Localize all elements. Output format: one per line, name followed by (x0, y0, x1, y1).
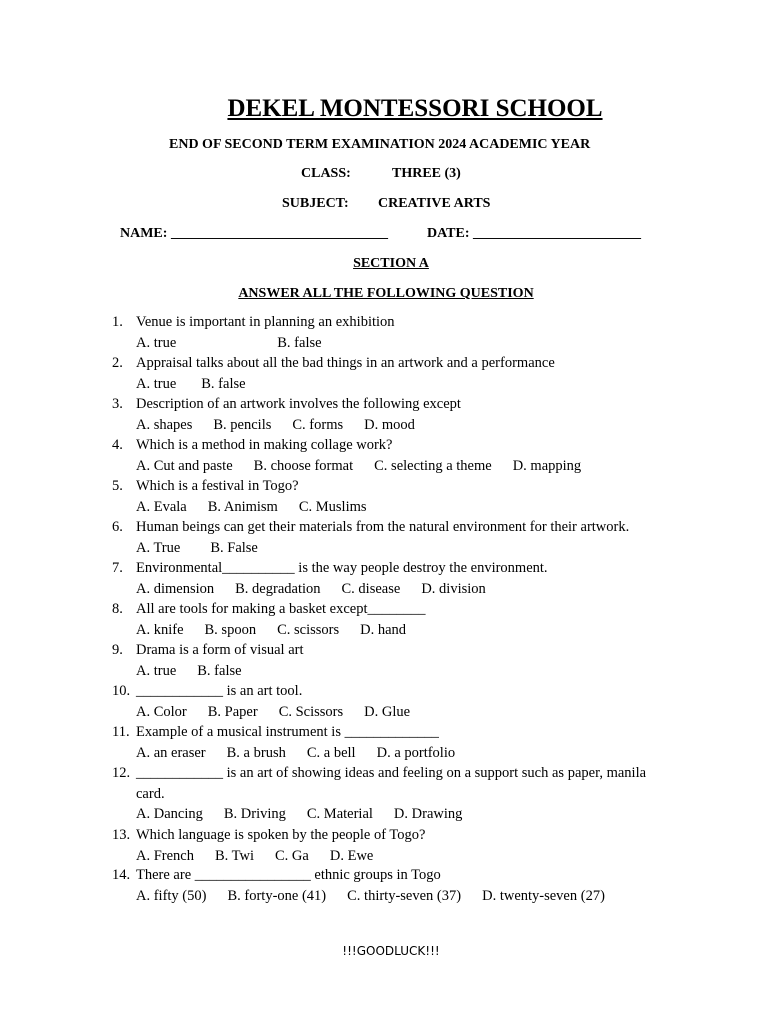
answer-option: A. Dancing (136, 806, 203, 822)
question-text: Example of a musical instrument is _____________ (136, 724, 439, 740)
answer-options (136, 702, 410, 723)
answer-option: A. shapes (136, 416, 193, 433)
question-text: Which is a method in making collage work? (136, 437, 393, 453)
answer-option: D. a portfolio (376, 744, 456, 761)
name-label: NAME: (120, 226, 171, 241)
question-text: Which language is spoken by the people of Togo? (136, 827, 426, 843)
answer-options (136, 538, 258, 559)
answer-option: C. disease (341, 580, 401, 597)
answer-option: B. degradation (235, 580, 321, 597)
question-text: ____________ is an art of showing ideas and feeling on a support such as paper, manila (136, 765, 647, 781)
answer-option: D. mood (364, 416, 415, 433)
answer-options (136, 374, 246, 395)
answer-option: B. false (277, 334, 322, 351)
question-text: Drama is a form of visual art (136, 642, 304, 658)
school-name: DEKEL MONTESSORI SCHOOL (227, 95, 603, 122)
answer-option: A. dimension (136, 580, 215, 597)
question-number: 2. (112, 355, 123, 371)
answer-options (136, 804, 462, 825)
answer-option: C. thirty-seven (37) (347, 887, 462, 904)
answer-option: D. hand (360, 621, 407, 638)
question-text: Appraisal talks about all the bad things in an artwork and a performance (136, 355, 555, 371)
answer-option: C. a bell (306, 744, 356, 761)
answer-options (136, 661, 242, 682)
date-line (427, 226, 641, 242)
answer-options (136, 886, 605, 907)
answer-options (136, 497, 367, 518)
answer-option: C. Muslims (298, 498, 367, 515)
question-number: 14. (112, 867, 131, 883)
answer-option: A. true (136, 375, 177, 392)
question-number: 1. (112, 314, 123, 330)
question-number: 9. (112, 642, 123, 658)
answer-option: A. true (136, 334, 177, 351)
answer-option: B. pencils (213, 416, 272, 433)
class-value: THREE (3) (392, 166, 461, 181)
section-heading: SECTION A (353, 256, 429, 271)
question-text: Human beings can get their materials from the natural environment for their artwork. (136, 519, 630, 535)
subject-label: SUBJECT: (282, 196, 349, 211)
answer-option: A. an eraser (136, 744, 206, 761)
instruction: ANSWER ALL THE FOLLOWING QUESTION (238, 286, 534, 301)
question-text: ____________ is an art tool. (136, 683, 303, 699)
question-number: 3. (112, 396, 123, 412)
exam-title: END OF SECOND TERM EXAMINATION 2024 ACADEMIC YEAR (169, 137, 591, 152)
answer-option: B. false (197, 662, 242, 679)
answer-option: A. True (136, 539, 181, 556)
answer-options (136, 620, 406, 641)
answer-option: B. a brush (226, 744, 286, 761)
question-text: All are tools for making a basket except________ (136, 601, 426, 617)
name-blank: _______________________________ (170, 226, 388, 241)
question-number: 4. (112, 437, 123, 453)
answer-option: B. Driving (223, 806, 286, 822)
answer-option: A. French (136, 847, 194, 864)
answer-option: C. scissors (277, 621, 340, 638)
answer-option: C. selecting a theme (374, 457, 492, 474)
date-label: DATE: (427, 226, 474, 241)
answer-option: D. mapping (512, 457, 582, 474)
subject-value: CREATIVE ARTS (378, 196, 491, 211)
answer-option: C. Ga (275, 847, 309, 864)
question-number: 13. (112, 827, 131, 843)
name-line (120, 226, 388, 242)
question-text: Which is a festival in Togo? (136, 478, 299, 494)
answer-option: A. Cut and paste (136, 457, 233, 474)
date-blank: ________________________ (473, 226, 642, 241)
question-number: 7. (112, 560, 123, 576)
answer-options (136, 743, 455, 764)
answer-option: C. Material (306, 806, 373, 822)
answer-option: C. forms (292, 416, 344, 433)
answer-option: D. twenty-seven (27) (482, 887, 605, 904)
question-text-continued: card. (136, 785, 165, 802)
question-number: 11. (112, 724, 130, 740)
answer-options (136, 456, 581, 477)
answer-option: B. Paper (207, 703, 258, 720)
answer-option: B. False (210, 539, 258, 556)
footer-goodluck: !!!GOODLUCK!!! (342, 944, 440, 958)
answer-options (136, 333, 322, 354)
answer-option: D. Drawing (393, 806, 463, 822)
answer-option: A. knife (136, 621, 184, 638)
question-number: 5. (112, 478, 123, 494)
answer-option: B. false (201, 375, 246, 392)
question-text: Venue is important in planning an exhibition (136, 314, 395, 330)
answer-option: A. Color (136, 703, 187, 720)
answer-option: A. fifty (50) (136, 887, 207, 904)
answer-option: C. Scissors (278, 703, 344, 720)
answer-option: B. choose format (253, 457, 354, 474)
answer-option: D. Glue (364, 703, 411, 720)
question-number: 12. (112, 765, 131, 781)
answer-option: D. division (421, 580, 486, 597)
answer-option: B. spoon (204, 621, 257, 638)
answer-option: A. Evala (136, 498, 187, 515)
question-text: Description of an artwork involves the following except (136, 396, 461, 412)
answer-option: B. forty-one (41) (227, 887, 327, 904)
answer-option: B. Twi (215, 847, 255, 864)
question-number: 6. (112, 519, 123, 535)
question-number: 8. (112, 601, 123, 617)
class-label: CLASS: (301, 166, 351, 181)
answer-options (136, 415, 415, 436)
question-text: There are ________________ ethnic groups in Togo (136, 867, 441, 883)
answer-options (136, 579, 486, 600)
answer-option: D. Ewe (329, 847, 374, 864)
question-text: Environmental__________ is the way people destroy the environment. (136, 560, 548, 576)
answer-option: A. true (136, 662, 177, 679)
answer-option: B. Animism (207, 498, 278, 515)
answer-options (136, 846, 373, 867)
question-number: 10. (112, 683, 131, 699)
